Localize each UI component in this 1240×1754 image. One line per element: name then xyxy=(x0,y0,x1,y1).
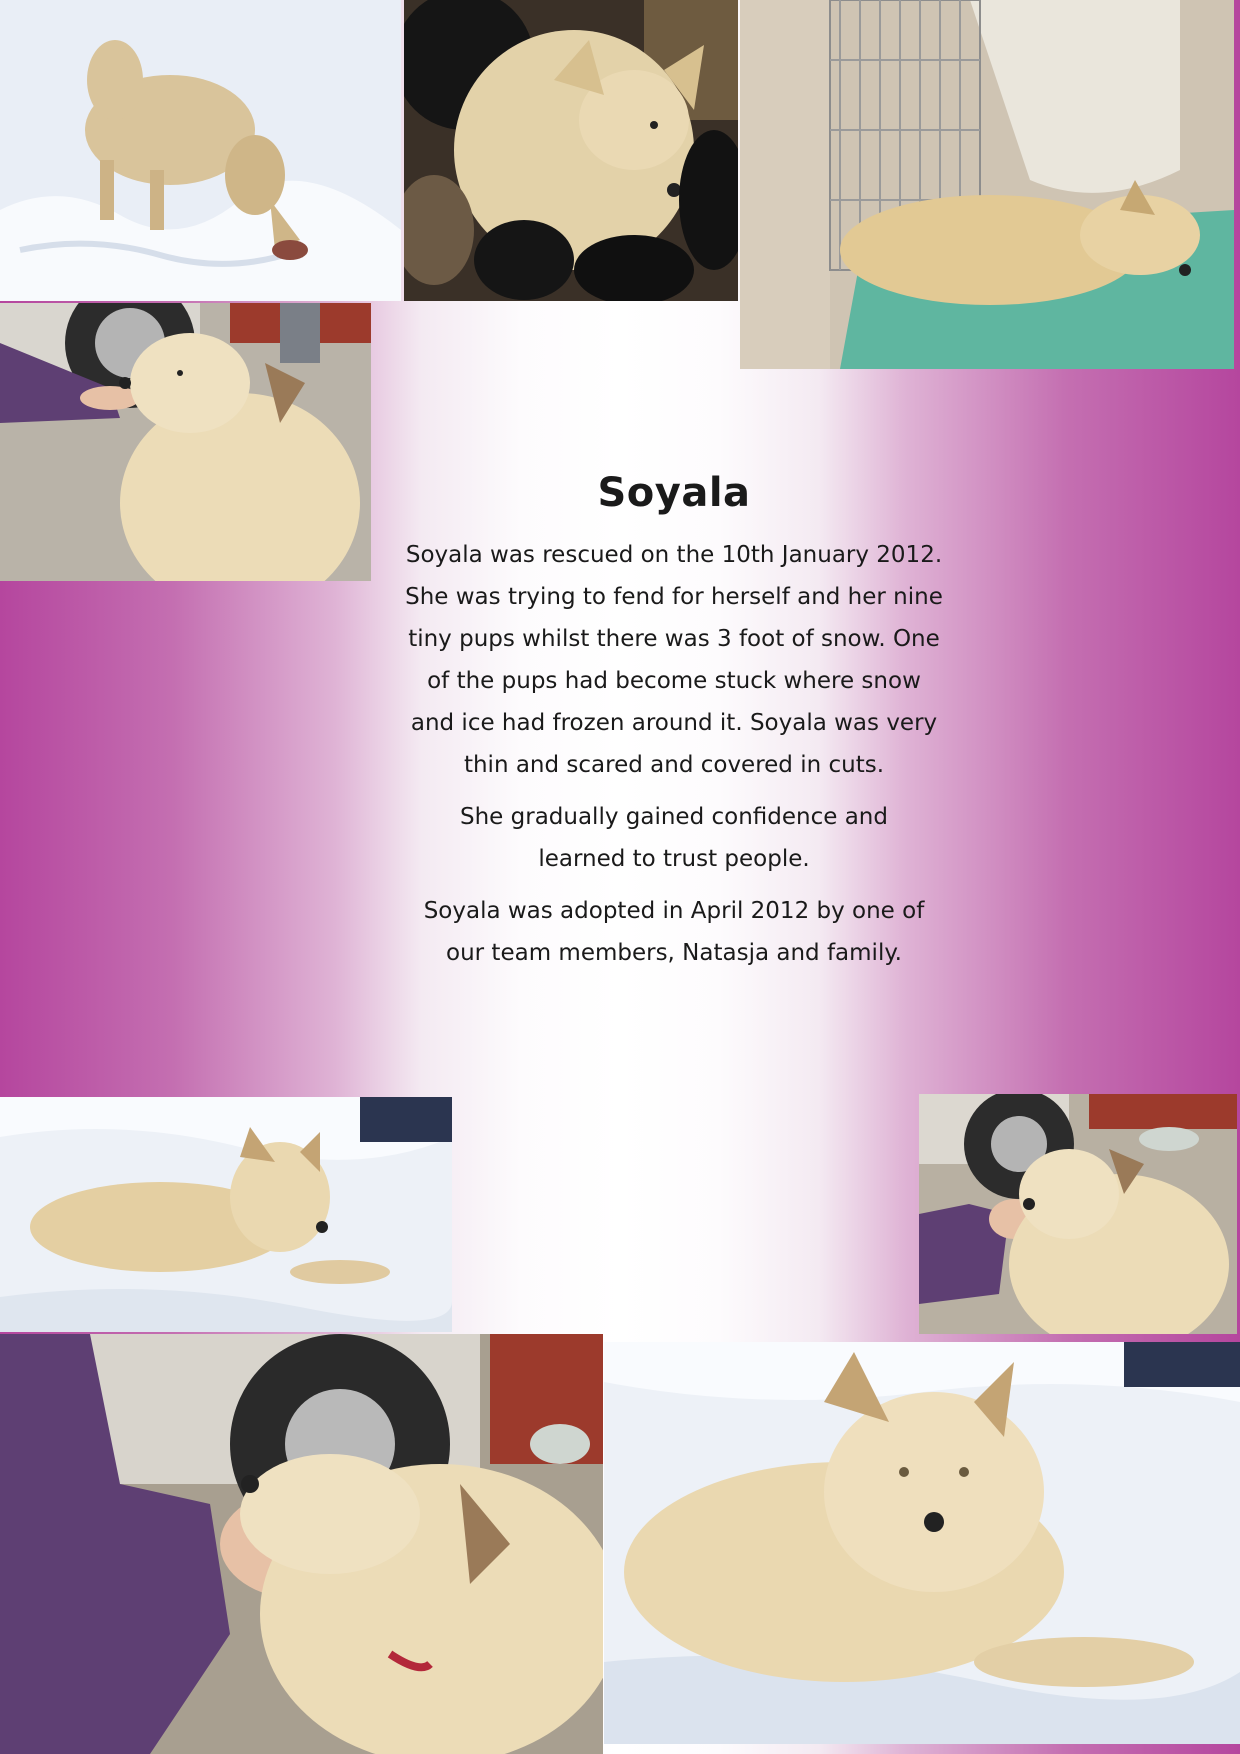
adoption-paragraph: Soyala was adopted in April 2012 by one of our team members, Natasja and family. xyxy=(423,898,925,966)
photo-dog-lying-snow-large xyxy=(604,1342,1240,1744)
rescue-paragraph: Soyala was rescued on the 10th January 2012. She was trying to fend for herself and her nine tiny pups whilst there was 3 foot of snow. One of the pups had become stuck where snow and ice had frozen around it. Soyala was very thin and scared and covered in cuts. xyxy=(405,542,943,778)
photo-dog-petted-closeup xyxy=(0,1334,603,1754)
photo-dog-in-crate xyxy=(740,0,1234,369)
page-title: Soyala xyxy=(597,470,751,516)
story-text xyxy=(400,470,948,984)
photo-dog-petted-2 xyxy=(919,1094,1237,1334)
photo-dog-snow-eating xyxy=(0,0,401,301)
photo-dog-lying-snow-1 xyxy=(0,1097,452,1332)
confidence-paragraph: She gradually gained confidence and learned to trust people. xyxy=(460,804,888,872)
photo-dog-petted-1 xyxy=(0,303,371,581)
photo-dog-with-pups xyxy=(404,0,738,301)
